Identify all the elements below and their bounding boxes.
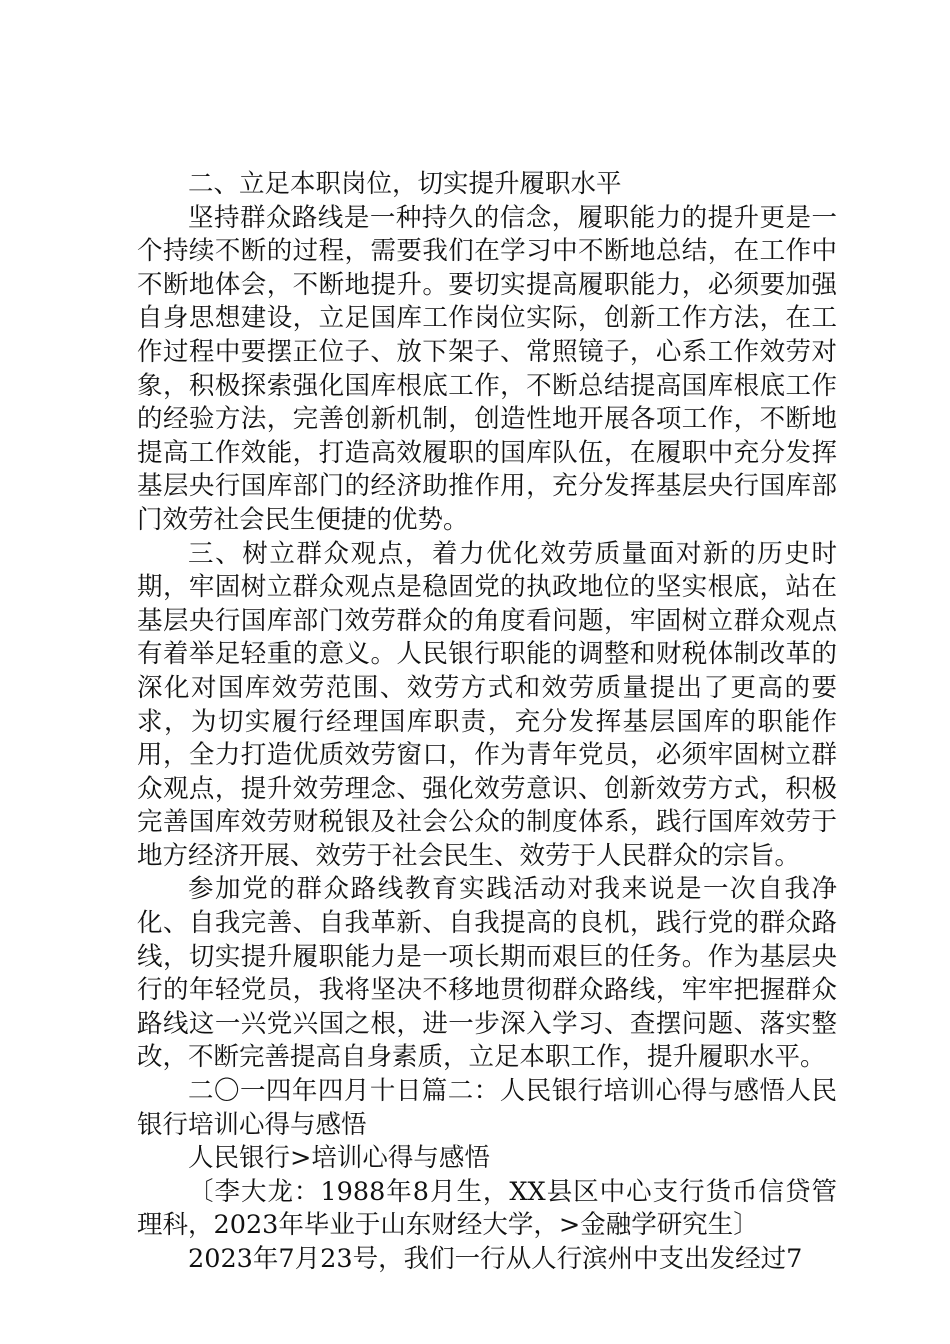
section-heading-2: 二、立足本职岗位，切实提升履职水平 xyxy=(188,169,622,199)
document-body xyxy=(137,168,837,1277)
article-subtitle: 人民银行>培训心得与感悟 xyxy=(188,1143,490,1174)
author-note: 〔李大龙：1988年8月生，XX县区中心支行货币信贷管理科，2023年毕业于山东财经大学，>金融学研究生〕 xyxy=(137,1176,837,1241)
date-and-article-title: 二〇一四年四月十日篇二：人民银行培训心得与感悟人民银行培训心得与感悟 xyxy=(137,1076,837,1140)
body-paragraph: 参加党的群众路线教育实践活动对我来说是一次自我净化、自我完善、自我革新、自我提高的良机，践行党的群众路线，切实提升履职能力是一项长期而艰巨的任务。作为基层央行的年轻党员，我将坚决不移地贯彻群众路线，牢牢把握群众路线这一兴党兴国之根，进一步深入学习、查摆问题、落实整改，不断完善提高自身素质，立足本职工作，提升履职水平。 xyxy=(137,874,837,1073)
body-paragraph: 2023年7月23号，我们一行从人行滨州中支出发经过7 xyxy=(188,1244,803,1274)
body-paragraph: 坚持群众路线是一种持久的信念，履职能力的提升更是一个持续不断的过程，需要我们在学习中不断地总结，在工作中不断地体会，不断地提升。要切实提高履职能力，必须要加强自身思想建设，立足国库工作岗位实际，创新工作方法，在工作过程中要摆正位子、放下架子、常照镜子，心系工作效劳对象，积极探索强化国库根底工作，不断总结提高国库根底工作的经验方法，完善创新机制，创造性地开展各项工作，不断地提高工作效能，打造高效履职的国库队伍，在履职中充分发挥基层央行国库部门的经济助推作用，充分发挥基层央行国库部门效劳社会民生便捷的优势。 xyxy=(137,202,837,535)
section-paragraph-3: 三、树立群众观点，着力优化效劳质量面对新的历史时期，牢固树立群众观点是稳固党的执政地位的坚实根底，站在基层央行国库部门效劳群众的角度看问题，牢固树立群众观点有着举足轻重的意义。人民银行职能的调整和财税体制改革的深化对国库效劳范围、效劳方式和效劳质量提出了更高的要求，为切实履行经理国库职责，充分发挥基层国库的职能作用，全力打造优质效劳窗口，作为青年党员，必须牢固树立群众观点，提升效劳理念、强化效劳意识、创新效劳方式，积极完善国库效劳财税银及社会公众的制度体系，践行国库效劳于地方经济开展、效劳于社会民生、效劳于人民群众的宗旨。 xyxy=(137,538,837,871)
